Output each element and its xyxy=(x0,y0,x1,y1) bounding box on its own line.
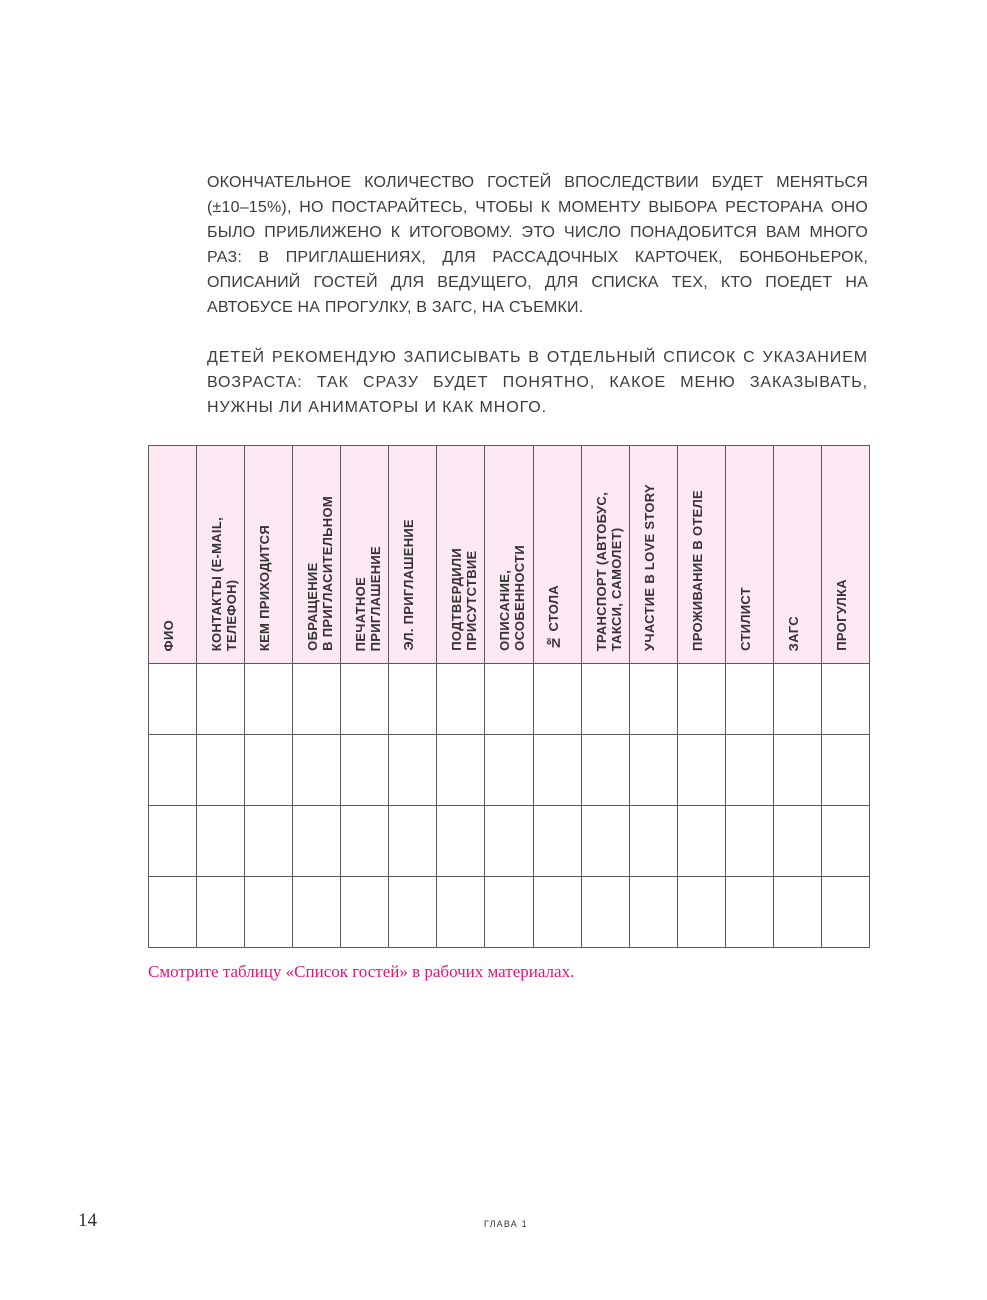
table-cell xyxy=(197,877,245,948)
table-cell xyxy=(245,664,293,735)
page-number: 14 xyxy=(78,1210,97,1231)
header-label: ПЕЧАТНОЕ ПРИГЛАШЕНИЕ xyxy=(353,545,384,651)
table-cell xyxy=(533,735,581,806)
table-cell xyxy=(533,806,581,877)
table-cell xyxy=(437,877,485,948)
header-cell xyxy=(629,446,677,664)
table-cell xyxy=(149,735,197,806)
header-label: № СТОЛА xyxy=(545,585,561,651)
header-label: ОПИСАНИЕ, ОСОБЕННОСТИ xyxy=(497,545,528,651)
header-label: КОНТАКТЫ (E-MAIL, ТЕЛЕФОН) xyxy=(209,516,240,651)
table-cell xyxy=(341,877,389,948)
table-cell xyxy=(821,664,869,735)
table-cell xyxy=(197,664,245,735)
header-label: ОБРАЩЕНИЕ В ПРИГЛАСИТЕЛЬНОМ xyxy=(305,496,336,651)
table-cell xyxy=(149,664,197,735)
table-cell xyxy=(293,664,341,735)
table-cell xyxy=(149,806,197,877)
header-label: СТИЛИСТ xyxy=(737,587,753,651)
header-label: ПОДТВЕРДИЛИ ПРИСУТСТВИЕ xyxy=(449,548,480,651)
header-cell xyxy=(389,446,437,664)
table-cell xyxy=(485,877,533,948)
table-cell xyxy=(629,806,677,877)
table-cell xyxy=(293,735,341,806)
header-cell xyxy=(197,446,245,664)
table-cell xyxy=(293,806,341,877)
table-cell xyxy=(773,806,821,877)
table-cell xyxy=(821,735,869,806)
table-cell xyxy=(581,735,629,806)
header-label: ПРОЖИВАНИЕ В ОТЕЛЕ xyxy=(689,490,705,651)
table-row xyxy=(149,877,870,948)
table-cell xyxy=(485,806,533,877)
header-cell xyxy=(581,446,629,664)
header-label: ПРОГУЛКА xyxy=(833,579,849,651)
table-cell xyxy=(293,877,341,948)
table-cell xyxy=(629,664,677,735)
table-cell xyxy=(533,877,581,948)
table-body xyxy=(149,664,870,948)
header-cell xyxy=(293,446,341,664)
header-cell xyxy=(533,446,581,664)
table-row xyxy=(149,664,870,735)
header-cell xyxy=(773,446,821,664)
table-row xyxy=(149,806,870,877)
table-cell xyxy=(581,664,629,735)
table-cell xyxy=(725,806,773,877)
table-cell xyxy=(197,735,245,806)
table-cell xyxy=(773,877,821,948)
table-cell xyxy=(341,735,389,806)
table-cell xyxy=(581,877,629,948)
header-cell xyxy=(341,446,389,664)
table-cell xyxy=(437,735,485,806)
table-cell xyxy=(437,806,485,877)
table-cell xyxy=(245,735,293,806)
table-header-row xyxy=(149,446,870,664)
table-cell xyxy=(389,806,437,877)
table-cell xyxy=(821,806,869,877)
table-cell xyxy=(629,877,677,948)
table-cell xyxy=(725,735,773,806)
header-label: ЗАГС xyxy=(785,615,801,651)
header-label: КЕМ ПРИХОДИТСЯ xyxy=(257,524,273,651)
table-cell xyxy=(677,664,725,735)
header-label: ТРАНСПОРТ (АВТОБУС, ТАКСИ, САМОЛЕТ) xyxy=(593,491,624,651)
header-label: УЧАСТИЕ В LOVE STORY xyxy=(641,484,657,651)
table-cell xyxy=(581,806,629,877)
header-label: ФИО xyxy=(161,619,176,651)
table-cell xyxy=(485,664,533,735)
table-cell xyxy=(389,735,437,806)
table-cell xyxy=(773,735,821,806)
header-label: ЭЛ. ПРИГЛАШЕНИЕ xyxy=(401,519,417,651)
table-cell xyxy=(533,664,581,735)
paragraph-guest-count: ОКОНЧАТЕЛЬНОЕ КОЛИЧЕСТВО ГОСТЕЙ ВПОСЛЕДСТВИИ БУДЕТ МЕНЯТЬСЯ (±10–15%), НО ПОСТАРАЙТЕСЬ, ЧТОБЫ К МОМЕНТУ ВЫБОРА РЕСТОРАНА ОНО БЫЛО ПРИБЛИЖЕНО К ИТОГОВОМУ. ЭТО ЧИСЛО ПОНАДОБИТСЯ ВАМ МНОГО РАЗ: В ПРИГЛАШЕНИЯХ, ДЛЯ РАССАДОЧНЫХ КАРТОЧЕК, БОНБОНЬЕРОК, ОПИСАНИЙ ГОСТЕЙ ДЛЯ ВЕДУЩЕГО, ДЛЯ СПИСКА ТЕХ, КТО ПОЕДЕТ НА АВТОБУСЕ НА ПРОГУЛКУ, В ЗАГС, НА СЪЕМКИ. xyxy=(207,174,868,316)
table-cell xyxy=(149,877,197,948)
header-cell xyxy=(437,446,485,664)
table-row xyxy=(149,735,870,806)
header-cell xyxy=(677,446,725,664)
header-cell xyxy=(245,446,293,664)
table-cell xyxy=(437,664,485,735)
table-cell xyxy=(389,877,437,948)
table-cell xyxy=(197,806,245,877)
table-cell xyxy=(677,806,725,877)
guest-list-table xyxy=(148,445,870,948)
table-cell xyxy=(821,877,869,948)
header-cell xyxy=(485,446,533,664)
header-cell xyxy=(725,446,773,664)
table-cell xyxy=(677,735,725,806)
table-cell xyxy=(677,877,725,948)
header-cell xyxy=(149,446,197,664)
table-cell xyxy=(725,877,773,948)
table-cell xyxy=(629,735,677,806)
table-cell xyxy=(485,735,533,806)
table-cell xyxy=(389,664,437,735)
table-cell xyxy=(773,664,821,735)
table-cell xyxy=(341,806,389,877)
chapter-label: ГЛАВА 1 xyxy=(484,1219,528,1229)
paragraph-children-list: ДЕТЕЙ РЕКОМЕНДУЮ ЗАПИСЫВАТЬ В ОТДЕЛЬНЫЙ СПИСОК С УКАЗАНИЕМ ВОЗРАСТА: ТАК СРАЗУ БУДЕТ ПОНЯТНО, КАКОЕ МЕНЮ ЗАКАЗЫВАТЬ, НУЖНЫ ЛИ АНИМАТОРЫ И КАК МНОГО. xyxy=(207,349,868,416)
table-cell xyxy=(245,806,293,877)
header-cell xyxy=(821,446,869,664)
table-cell xyxy=(341,664,389,735)
worksheet-note: Смотрите таблицу «Список гостей» в рабочих материалах. xyxy=(148,962,575,981)
table-cell xyxy=(725,664,773,735)
table-cell xyxy=(245,877,293,948)
